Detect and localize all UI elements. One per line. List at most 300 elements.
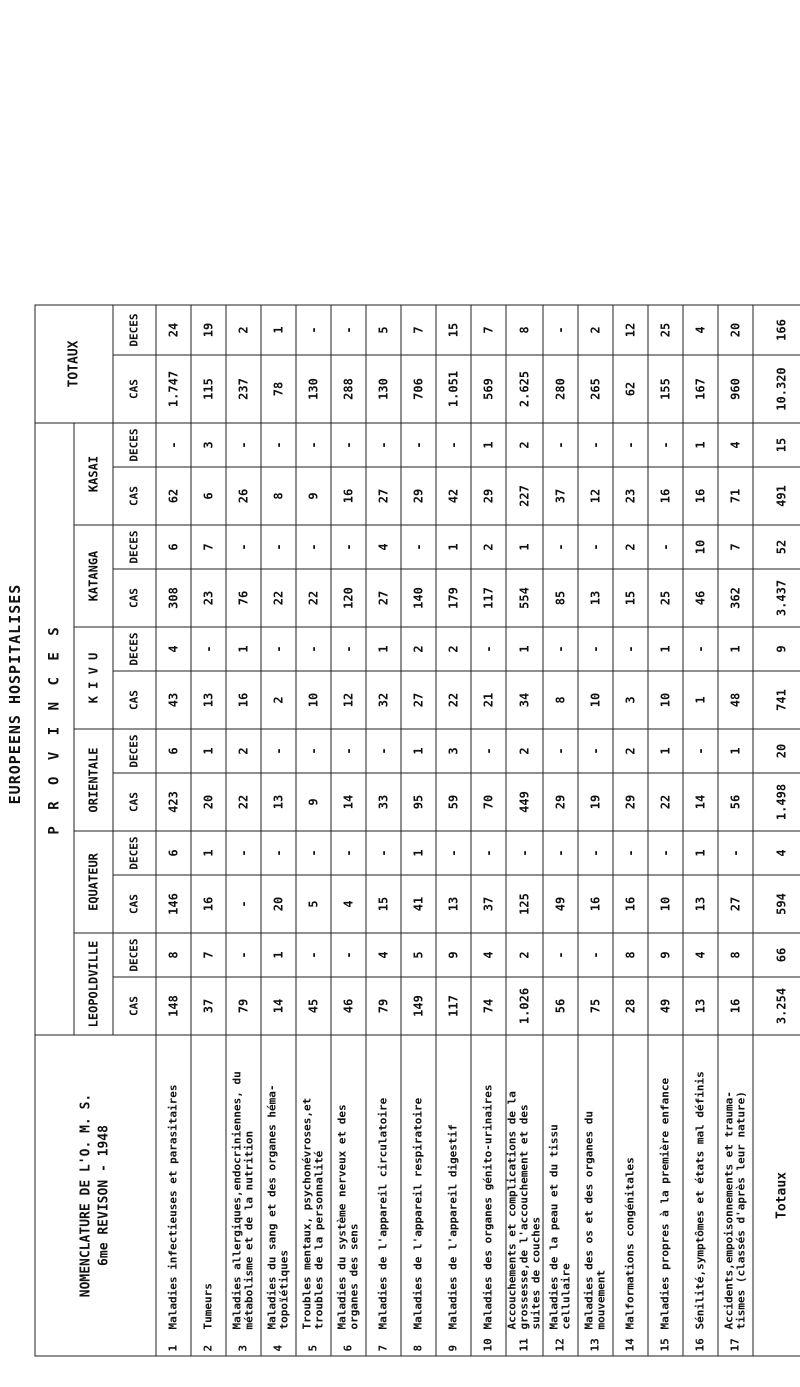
table-cell: - [543, 627, 578, 671]
table-row [471, 305, 506, 1356]
table-cell: 1 [648, 627, 683, 671]
deces-column-header: DECES [113, 423, 156, 467]
table-cell: 29 [471, 467, 506, 525]
row-label [648, 1035, 683, 1356]
table-cell: 1 [471, 423, 506, 467]
table-cell: 5 [366, 305, 401, 355]
table-cell: 8 [261, 467, 296, 525]
province-header: KATANGA [74, 525, 113, 627]
table-cell: 16 [613, 875, 648, 933]
table-cell: 27 [366, 467, 401, 525]
table-cell: - [578, 831, 613, 875]
row-label-text: Maladies allergiques,endocriniennes, du métabolisme et de la nutrition [230, 1071, 256, 1330]
table-row [436, 305, 471, 1356]
table-cell: 554 [506, 569, 543, 627]
table-cell: 23 [613, 467, 648, 525]
cas-column-header: CAS [113, 977, 156, 1035]
table-cell: 4 [718, 423, 753, 467]
table-cell: 1 [191, 729, 226, 773]
table-cell: 7 [191, 525, 226, 569]
table-cell: - [156, 423, 191, 467]
table-cell: 8 [543, 671, 578, 729]
table-cell: 10 [578, 671, 613, 729]
table-row [578, 305, 613, 1356]
table-cell: 9 [296, 773, 331, 831]
table-cell: 117 [471, 569, 506, 627]
table-cell: 74 [471, 977, 506, 1035]
table-cell: 78 [261, 355, 296, 423]
table-cell: - [226, 525, 261, 569]
table-cell: - [436, 831, 471, 875]
table-cell: 125 [506, 875, 543, 933]
table-cell: - [296, 933, 331, 977]
table-cell: 12 [578, 467, 613, 525]
province-header: EQUATEUR [74, 831, 113, 933]
table-cell: 25 [648, 305, 683, 355]
table-cell: - [331, 831, 366, 875]
table-cell: 16 [578, 875, 613, 933]
row-label-text: Troubles mentaux, psychonévroses,et troubles de la personnalité [300, 1097, 326, 1330]
table-row [543, 305, 578, 1356]
table-row [296, 305, 331, 1356]
row-label-text: Maladies du sang et des organes héma-topoïétiques [265, 1084, 291, 1330]
row-label-text: Maladies des os et des organes du mouvement [582, 1110, 608, 1330]
table-cell: 12 [331, 671, 366, 729]
table-cell: 1 [261, 933, 296, 977]
table-cell: 26 [226, 467, 261, 525]
row-label [543, 1035, 578, 1356]
row-number: 7 [376, 1344, 390, 1352]
table-cell: 13 [683, 875, 718, 933]
row-number: 12 [553, 1338, 567, 1352]
table-cell: 13 [261, 773, 296, 831]
table-cell: 8 [506, 305, 543, 355]
table-cell: 7 [718, 525, 753, 569]
table-row [261, 305, 296, 1356]
table-cell: 19 [191, 305, 226, 355]
table-cell: 25 [648, 569, 683, 627]
cas-column-header: CAS [113, 355, 156, 423]
table-cell: 75 [578, 977, 613, 1035]
table-cell: 56 [718, 773, 753, 831]
table-cell: 3 [191, 423, 226, 467]
table-cell: 22 [648, 773, 683, 831]
table-cell: - [436, 423, 471, 467]
table-cell: - [401, 525, 436, 569]
row-label [401, 1035, 436, 1356]
row-number: 2 [201, 1344, 215, 1352]
page-title: EUROPEENS HOSPITALISES [6, 583, 24, 804]
table-cell: - [718, 831, 753, 875]
row-number: 11 [517, 1338, 531, 1352]
table-cell: 14 [261, 977, 296, 1035]
province-header: ORIENTALE [74, 729, 113, 831]
table-cell: 10 [296, 671, 331, 729]
table-cell: 115 [191, 355, 226, 423]
nomenclature-header: NOMENCLATURE DE L'O. M. S. 6me REVISON - 1948 [35, 1035, 156, 1356]
table-cell: 15 [613, 569, 648, 627]
table-cell: - [578, 933, 613, 977]
table-cell: - [296, 729, 331, 773]
table-cell: 7 [191, 933, 226, 977]
table-cell: 148 [156, 977, 191, 1035]
table-cell: 33 [366, 773, 401, 831]
table-cell: - [683, 729, 718, 773]
table-cell: - [683, 627, 718, 671]
row-label [683, 1035, 718, 1356]
table-cell: 13 [191, 671, 226, 729]
table-cell: 20 [718, 305, 753, 355]
table-cell: 117 [436, 977, 471, 1035]
table-cell: 4 [366, 525, 401, 569]
table-cell: 2 [613, 729, 648, 773]
total-cell: 52 [753, 525, 800, 569]
table-cell: 2 [226, 305, 261, 355]
table-cell: 12 [613, 305, 648, 355]
table-cell: 4 [683, 305, 718, 355]
totals-row [753, 305, 800, 1356]
total-cell: 10.320 [753, 355, 800, 423]
deces-column-header: DECES [113, 933, 156, 977]
table-cell: 6 [156, 831, 191, 875]
row-label-text: Maladies infectieuses et parasitaires [166, 1084, 180, 1330]
table-cell: 6 [156, 729, 191, 773]
table-cell: 1.051 [436, 355, 471, 423]
table-cell: 569 [471, 355, 506, 423]
table-cell: 48 [718, 671, 753, 729]
table-row [506, 305, 543, 1356]
table-cell: 16 [718, 977, 753, 1035]
table-cell: 37 [471, 875, 506, 933]
table-cell: 288 [331, 355, 366, 423]
table-cell: 1 [401, 831, 436, 875]
row-label [156, 1035, 191, 1356]
table-cell: 20 [261, 875, 296, 933]
row-label [718, 1035, 753, 1356]
totaux-header: TOTAUX [35, 305, 113, 423]
total-cell: 9 [753, 627, 800, 671]
row-label [578, 1035, 613, 1356]
table-cell: 6 [191, 467, 226, 525]
table-cell: - [331, 933, 366, 977]
table-row [648, 305, 683, 1356]
table-cell: - [261, 729, 296, 773]
table-cell: - [543, 729, 578, 773]
table-cell: - [226, 423, 261, 467]
table-cell: 70 [471, 773, 506, 831]
total-cell: 1.498 [753, 773, 800, 831]
table-cell: 2 [613, 525, 648, 569]
table-cell: 308 [156, 569, 191, 627]
table-row [718, 305, 753, 1356]
table-cell: 42 [436, 467, 471, 525]
table-cell: 280 [543, 355, 578, 423]
table-cell: 10 [648, 875, 683, 933]
table-cell: - [648, 423, 683, 467]
table-cell: 9 [436, 933, 471, 977]
table-cell: 71 [718, 467, 753, 525]
table-cell: 37 [543, 467, 578, 525]
table-cell: 13 [436, 875, 471, 933]
row-label-text: Maladies du système nerveux et des organes des sens [335, 1104, 361, 1330]
table-cell: 34 [506, 671, 543, 729]
province-header: KASAI [74, 423, 113, 525]
table-cell: 1 [506, 627, 543, 671]
row-label [613, 1035, 648, 1356]
table-cell: 1 [191, 831, 226, 875]
table-cell: - [471, 729, 506, 773]
table-row [683, 305, 718, 1356]
row-number: 3 [236, 1344, 250, 1352]
table-cell: 3 [613, 671, 648, 729]
deces-column-header: DECES [113, 627, 156, 671]
table-cell: - [471, 627, 506, 671]
table-cell: 16 [226, 671, 261, 729]
table-cell: 423 [156, 773, 191, 831]
table-cell: - [261, 831, 296, 875]
table-cell: 1 [718, 627, 753, 671]
table-cell: 22 [261, 569, 296, 627]
table-cell: 85 [543, 569, 578, 627]
table-cell: - [296, 627, 331, 671]
cas-column-header: CAS [113, 569, 156, 627]
table-cell: 27 [401, 671, 436, 729]
table-cell: - [296, 831, 331, 875]
table-row [191, 305, 226, 1356]
table-cell: 22 [436, 671, 471, 729]
table-cell: 960 [718, 355, 753, 423]
rotated-table-stage [1, 0, 800, 1387]
table-cell: 706 [401, 355, 436, 423]
row-number: 10 [481, 1338, 495, 1352]
table-cell: - [331, 525, 366, 569]
total-cell: 166 [753, 305, 800, 355]
table-cell: 2 [471, 525, 506, 569]
row-label-text: Maladies de l'appareil circulatoire [376, 1097, 390, 1330]
table-cell: - [331, 305, 366, 355]
table-cell: 24 [156, 305, 191, 355]
table-cell: 9 [296, 467, 331, 525]
table-cell: 4 [683, 933, 718, 977]
row-label [436, 1035, 471, 1356]
row-number: 17 [728, 1338, 742, 1352]
table-row [226, 305, 261, 1356]
table-cell: 29 [543, 773, 578, 831]
table-cell: 9 [648, 933, 683, 977]
row-number: 14 [623, 1338, 637, 1352]
table-cell: 7 [471, 305, 506, 355]
table-cell: 8 [613, 933, 648, 977]
table-cell: 5 [401, 933, 436, 977]
table-cell: 1.026 [506, 977, 543, 1035]
table-cell: 45 [296, 977, 331, 1035]
table-cell: 130 [296, 355, 331, 423]
row-number: 5 [306, 1344, 320, 1352]
table-cell: - [226, 875, 261, 933]
provinces-header: P R O V I N C E S [35, 423, 74, 1035]
row-label [191, 1035, 226, 1356]
table-cell: 43 [156, 671, 191, 729]
row-label [261, 1035, 296, 1356]
table-cell: 2 [261, 671, 296, 729]
table-cell: 37 [191, 977, 226, 1035]
province-header: K I V U [74, 627, 113, 729]
table-cell: - [578, 525, 613, 569]
table-cell: - [296, 305, 331, 355]
table-cell: - [331, 729, 366, 773]
row-label-text: Malformations congénitales [623, 1157, 637, 1330]
total-cell: 594 [753, 875, 800, 933]
table-cell: 2 [401, 627, 436, 671]
table-cell: 8 [156, 933, 191, 977]
table-cell: 1 [436, 525, 471, 569]
table-cell: - [543, 525, 578, 569]
row-label [366, 1035, 401, 1356]
table-cell: 56 [543, 977, 578, 1035]
cas-column-header: CAS [113, 773, 156, 831]
table-cell: 155 [648, 355, 683, 423]
cas-column-header: CAS [113, 875, 156, 933]
row-number: 13 [588, 1338, 602, 1352]
table-cell: - [366, 831, 401, 875]
table-cell: 29 [401, 467, 436, 525]
table-cell: 13 [578, 569, 613, 627]
table-cell: 1 [366, 627, 401, 671]
table-cell: 13 [683, 977, 718, 1035]
row-number: 8 [411, 1344, 425, 1352]
table-cell: 265 [578, 355, 613, 423]
table-cell: 4 [471, 933, 506, 977]
row-label-text: Maladies de la peau et du tissu cellulaire [547, 1124, 573, 1330]
row-label [331, 1035, 366, 1356]
province-header: LEOPOLDVILLE [74, 933, 113, 1035]
table-cell: - [296, 423, 331, 467]
row-label [226, 1035, 261, 1356]
table-cell: 4 [156, 627, 191, 671]
table-cell: 1 [683, 831, 718, 875]
row-label-text: Accidents,empoisonnements et trauma-tismes (classés d'après leur nature) [722, 1091, 748, 1330]
table-cell: - [261, 423, 296, 467]
row-number: 4 [271, 1344, 285, 1352]
table-cell: 16 [648, 467, 683, 525]
table-cell: - [543, 831, 578, 875]
row-number: 15 [658, 1338, 672, 1352]
table-cell: 2 [436, 627, 471, 671]
table-cell: 1 [683, 423, 718, 467]
table-row [613, 305, 648, 1356]
table-cell: 16 [191, 875, 226, 933]
table-cell: 1 [506, 525, 543, 569]
table-cell: 59 [436, 773, 471, 831]
table-cell: 7 [401, 305, 436, 355]
table-cell: - [331, 423, 366, 467]
table-cell: 167 [683, 355, 718, 423]
table-row [156, 305, 191, 1356]
row-label-text: Sénilité,symptômes et états mal définis [693, 1071, 707, 1330]
table-cell: 1 [648, 729, 683, 773]
table-cell: 237 [226, 355, 261, 423]
table-cell: 362 [718, 569, 753, 627]
row-label [296, 1035, 331, 1356]
table-cell: 27 [366, 569, 401, 627]
table-cell: - [648, 525, 683, 569]
table-cell: 4 [366, 933, 401, 977]
total-cell: 20 [753, 729, 800, 773]
table-cell: 46 [331, 977, 366, 1035]
table-cell: 16 [331, 467, 366, 525]
total-cell: 491 [753, 467, 800, 525]
table-cell: 28 [613, 977, 648, 1035]
table-cell: 62 [156, 467, 191, 525]
table-cell: - [613, 627, 648, 671]
table-cell: 19 [578, 773, 613, 831]
table-cell: 22 [296, 569, 331, 627]
table-cell: 2 [506, 729, 543, 773]
table-cell: 79 [226, 977, 261, 1035]
table-cell: 27 [718, 875, 753, 933]
table-cell: 10 [683, 525, 718, 569]
table-cell: - [366, 423, 401, 467]
cas-column-header: CAS [113, 467, 156, 525]
table-cell: 1 [226, 627, 261, 671]
table-cell: 2 [506, 933, 543, 977]
table-cell: - [578, 729, 613, 773]
table-cell: 21 [471, 671, 506, 729]
table-cell: 23 [191, 569, 226, 627]
table-cell: 2 [578, 305, 613, 355]
table-cell: - [578, 627, 613, 671]
table-row [401, 305, 436, 1356]
row-label-text: Accouchements et complications de la grossesse,de l'accouchement et des suites de couches [505, 1091, 543, 1330]
table-cell: - [648, 831, 683, 875]
table-cell: 1 [261, 305, 296, 355]
table-cell: - [471, 831, 506, 875]
table-cell: 29 [613, 773, 648, 831]
deces-column-header: DECES [113, 305, 156, 355]
table-cell: 2 [226, 729, 261, 773]
row-label [506, 1035, 543, 1356]
total-cell: 15 [753, 423, 800, 467]
table-cell: 140 [401, 569, 436, 627]
table-cell: 79 [366, 977, 401, 1035]
row-number: 9 [446, 1344, 460, 1352]
totals-label: Totaux [753, 1035, 800, 1356]
total-cell: 4 [753, 831, 800, 875]
table-cell: - [191, 627, 226, 671]
row-number: 16 [693, 1338, 707, 1352]
total-cell: 3.254 [753, 977, 800, 1035]
row-label-text: Maladies des organes génito-urinaires [481, 1084, 495, 1330]
table-cell: 449 [506, 773, 543, 831]
table-cell: 3 [436, 729, 471, 773]
table-cell: 14 [331, 773, 366, 831]
table-cell: 1 [683, 671, 718, 729]
row-label-text: Maladies de l'appareil digestif [446, 1124, 460, 1330]
table-cell: 179 [436, 569, 471, 627]
table-cell: - [296, 525, 331, 569]
total-cell: 741 [753, 671, 800, 729]
row-label [471, 1035, 506, 1356]
table-cell: - [401, 423, 436, 467]
table-cell: 227 [506, 467, 543, 525]
table-cell: - [366, 729, 401, 773]
table-cell: - [613, 423, 648, 467]
table-cell: 10 [648, 671, 683, 729]
row-number: 1 [166, 1344, 180, 1352]
table-cell: 8 [718, 933, 753, 977]
table-cell: - [543, 305, 578, 355]
table-cell: 6 [156, 525, 191, 569]
